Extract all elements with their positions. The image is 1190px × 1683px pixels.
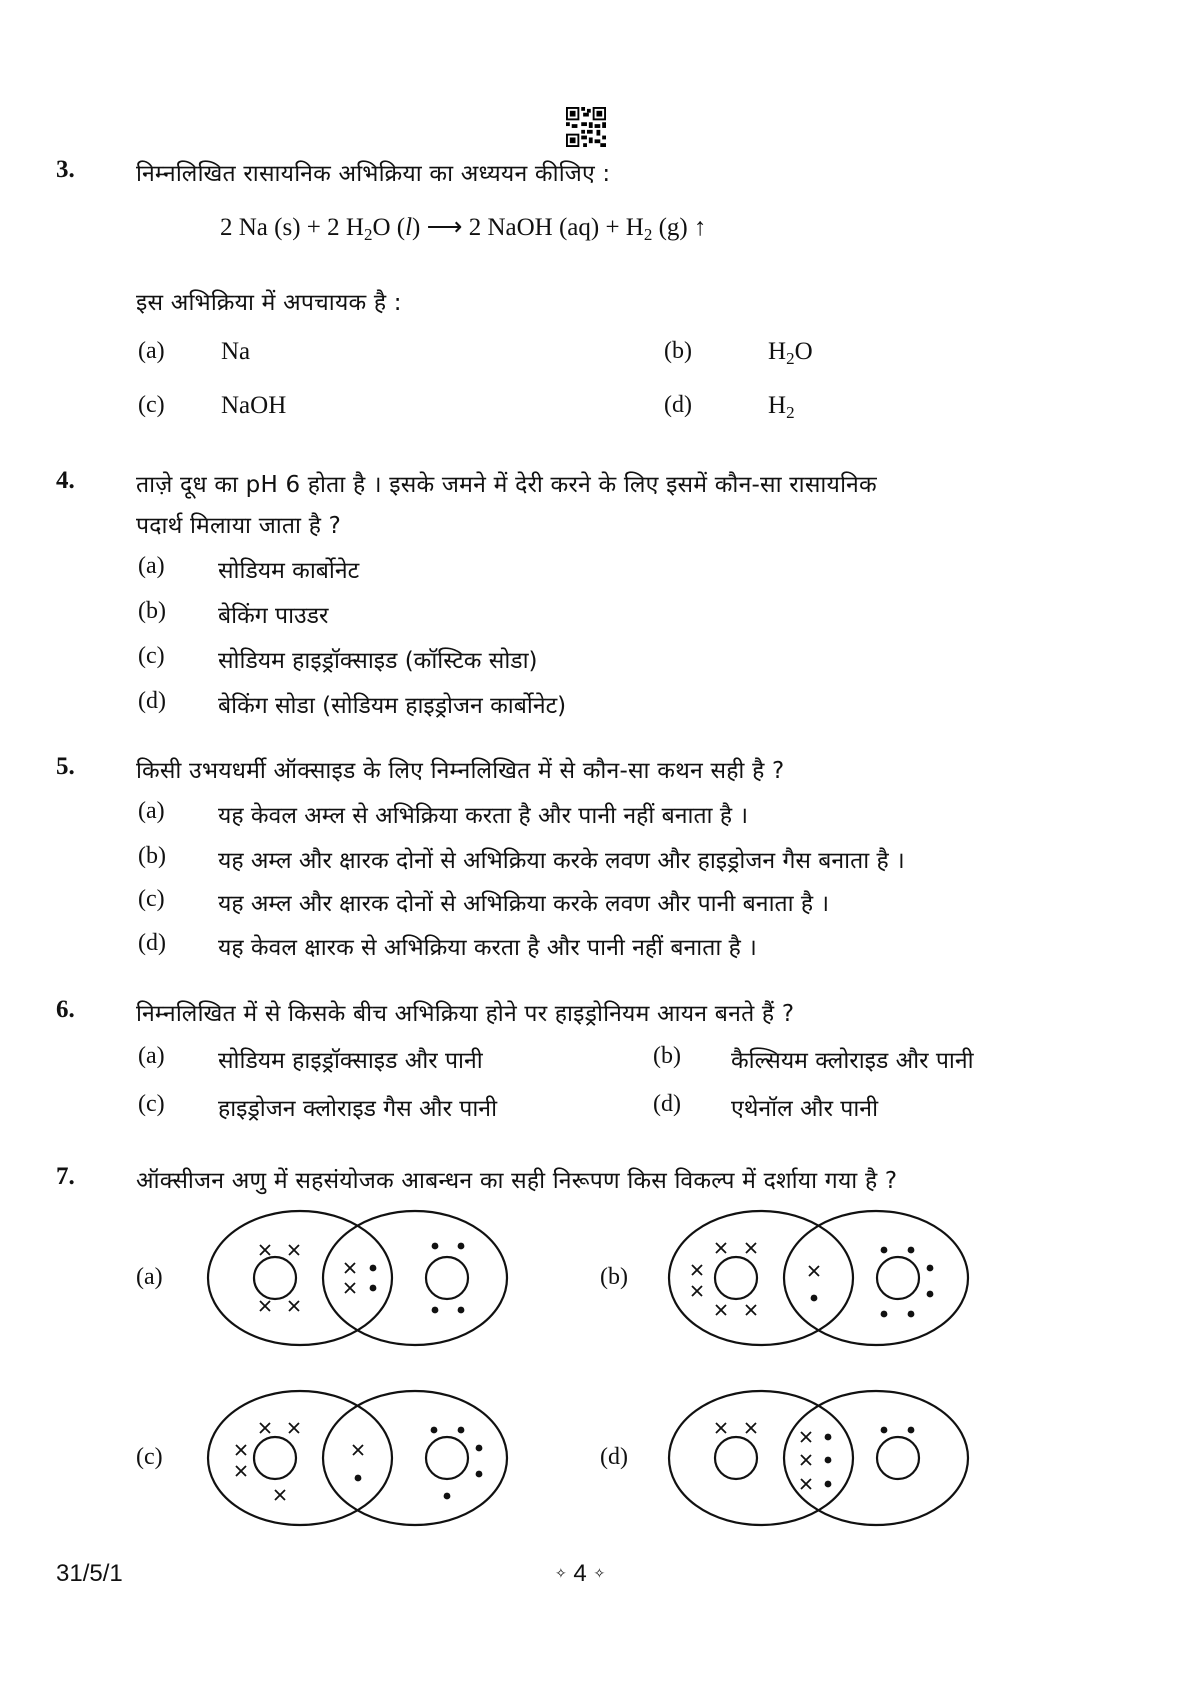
option-label-a: (a) bbox=[138, 553, 165, 579]
question-number: 5. bbox=[56, 753, 75, 780]
question-number: 6. bbox=[56, 996, 75, 1023]
question-text: किसी उभयधर्मी ऑक्साइड के लिए निम्नलिखित में से कौन-सा कथन सही है ? bbox=[136, 758, 785, 784]
option-text-a: यह केवल अम्ल से अभिक्रिया करता है और पानी नहीं बनाता है । bbox=[218, 803, 749, 829]
option-label-b: (b) bbox=[653, 1043, 681, 1069]
option-text-b: कैल्सियम क्लोराइड और पानी bbox=[731, 1048, 974, 1074]
option-label-a: (a) bbox=[138, 338, 165, 364]
option-label-b: (b) bbox=[664, 338, 692, 364]
page-number: ✧ 4 ✧ bbox=[555, 1560, 606, 1587]
oxygen-bond-diagram-b bbox=[666, 1208, 976, 1348]
option-text-c: हाइड्रोजन क्लोराइड गैस और पानी bbox=[218, 1096, 498, 1122]
question-subtext: इस अभिक्रिया में अपचायक है : bbox=[136, 290, 402, 316]
option-label-a: (a) bbox=[138, 1043, 165, 1069]
option-text-d: एथेनॉल और पानी bbox=[731, 1096, 879, 1122]
question-text: निम्नलिखित में से किसके बीच अभिक्रिया होने पर हाइड्रोनियम आयन बनते हैं ? bbox=[136, 1001, 795, 1027]
paper-code: 31/5/1 bbox=[56, 1560, 123, 1587]
option-text-b: यह अम्ल और क्षारक दोनों से अभिक्रिया करके लवण और हाइड्रोजन गैस बनाता है । bbox=[218, 848, 905, 874]
ornament-icon: ✧ bbox=[555, 1565, 567, 1581]
oxygen-bond-diagram-d bbox=[666, 1388, 976, 1528]
question-text-line2: पदार्थ मिलाया जाता है ? bbox=[136, 513, 342, 539]
question-number: 3. bbox=[56, 156, 75, 183]
oxygen-bond-diagram-a bbox=[205, 1208, 515, 1348]
option-label-d: (d) bbox=[600, 1444, 628, 1470]
option-label-c: (c) bbox=[138, 1091, 165, 1117]
option-label-a: (a) bbox=[138, 798, 165, 824]
option-text-a: सोडियम कार्बोनेट bbox=[218, 558, 360, 584]
chemical-equation: 2 Na (s) + 2 $H_2O$ (l) ⟶ 2 NaOH $(aq) + H_2$ (g) ↑ bbox=[220, 214, 707, 244]
option-label-d: (d) bbox=[138, 930, 166, 956]
option-text-d: बेकिंग सोडा (सोडियम हाइड्रोजन कार्बोनेट) bbox=[218, 693, 567, 719]
option-text-d: $H_2$ bbox=[768, 392, 795, 422]
option-text-c: सोडियम हाइड्रॉक्साइड (कॉस्टिक सोडा) bbox=[218, 648, 538, 674]
option-text-a: Na bbox=[221, 338, 251, 365]
question-text: निम्नलिखित रासायनिक अभिक्रिया का अध्ययन कीजिए : bbox=[136, 161, 611, 187]
ornament-icon: ✧ bbox=[593, 1565, 606, 1581]
option-text-c: यह अम्ल और क्षारक दोनों से अभिक्रिया करके लवण और पानी बनाता है । bbox=[218, 891, 830, 917]
option-text-b: बेकिंग पाउडर bbox=[218, 603, 329, 629]
option-label-c: (c) bbox=[138, 392, 165, 418]
option-text-b: $H_2O$ bbox=[768, 338, 813, 368]
option-label-d: (d) bbox=[664, 392, 692, 418]
oxygen-bond-diagram-c bbox=[205, 1388, 515, 1528]
question-text: ऑक्सीजन अणु में सहसंयोजक आबन्धन का सही निरूपण किस विकल्प में दर्शाया गया है ? bbox=[136, 1168, 898, 1194]
qr-code-icon bbox=[566, 107, 606, 147]
option-label-b: (b) bbox=[138, 598, 166, 624]
option-text-a: सोडियम हाइड्रॉक्साइड और पानी bbox=[218, 1048, 483, 1074]
question-number: 7. bbox=[56, 1163, 75, 1190]
option-text-d: यह केवल क्षारक से अभिक्रिया करता है और पानी नहीं बनाता है । bbox=[218, 935, 757, 961]
option-text-c: NaOH bbox=[221, 392, 287, 419]
option-label-b: (b) bbox=[138, 843, 166, 869]
option-label-a: (a) bbox=[136, 1264, 163, 1290]
option-label-c: (c) bbox=[138, 886, 165, 912]
option-label-c: (c) bbox=[136, 1444, 163, 1470]
option-label-b: (b) bbox=[600, 1264, 628, 1290]
option-label-d: (d) bbox=[653, 1091, 681, 1117]
option-label-c: (c) bbox=[138, 643, 165, 669]
option-label-d: (d) bbox=[138, 688, 166, 714]
question-number: 4. bbox=[56, 467, 75, 494]
question-text-line1: ताज़े दूध का pH 6 होता है । इसके जमने में देरी करने के लिए इसमें कौन-सा रासायनिक bbox=[136, 472, 877, 498]
